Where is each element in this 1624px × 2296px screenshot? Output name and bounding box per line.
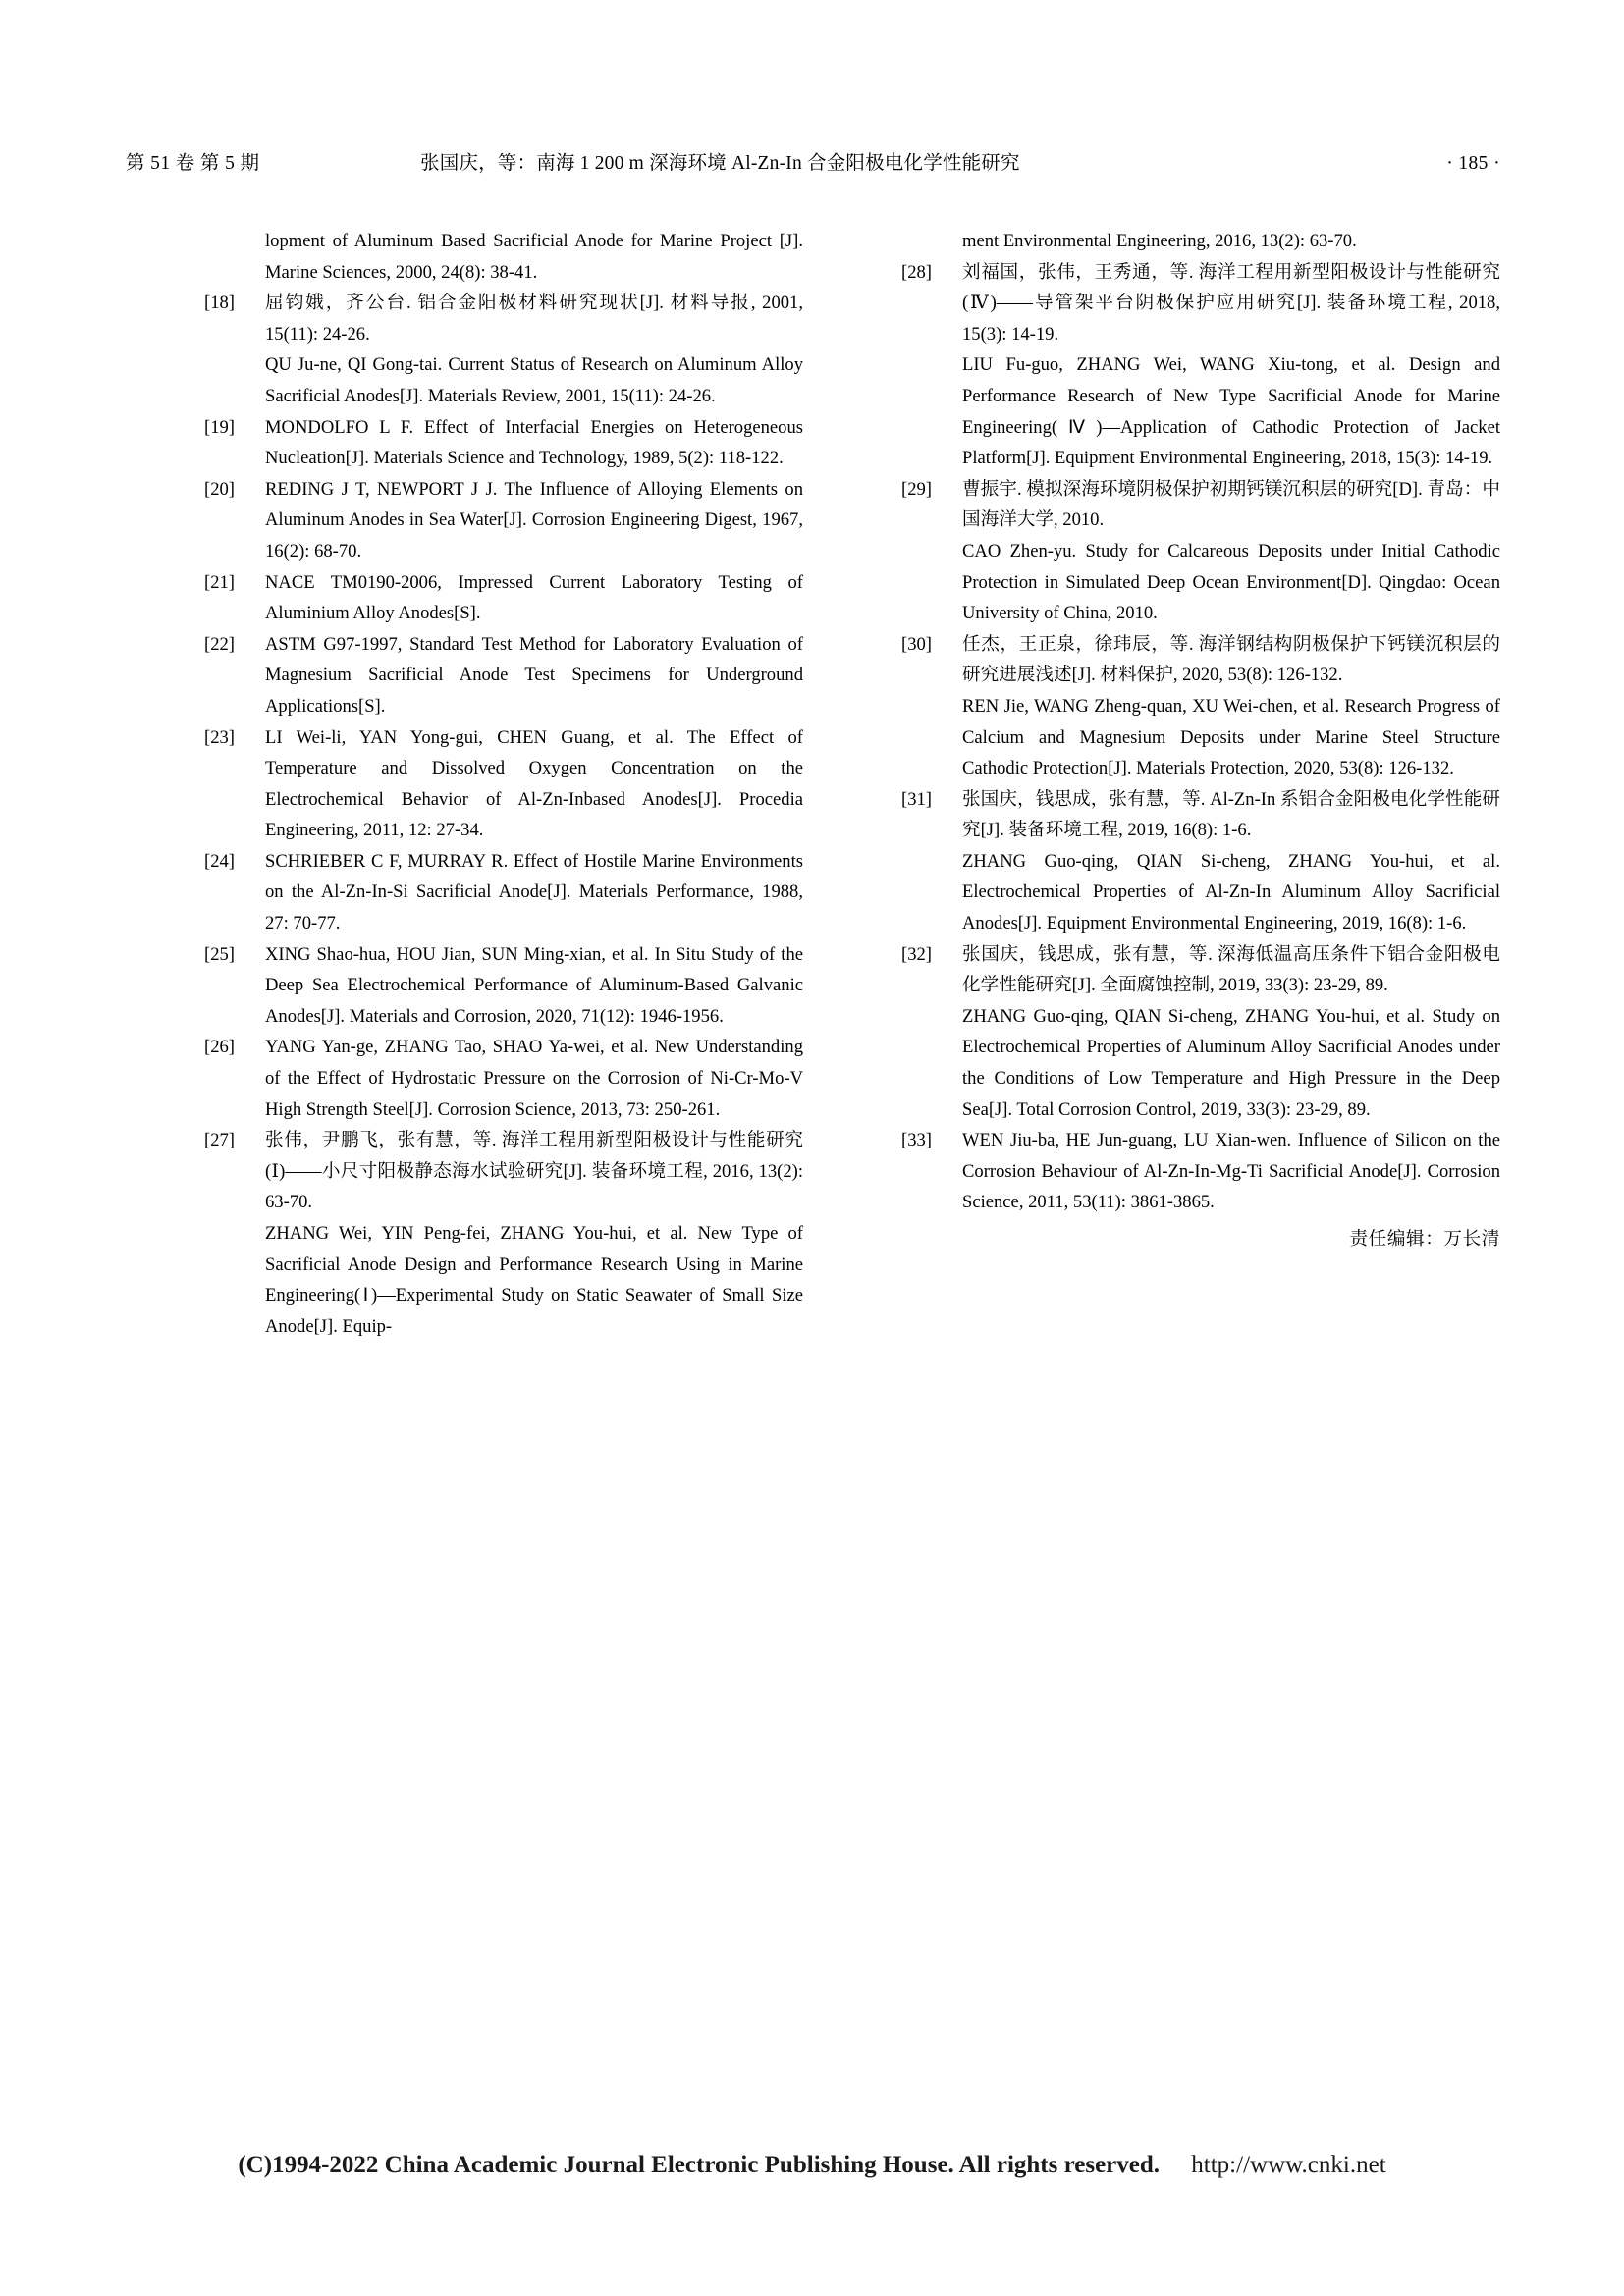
reference-text-en: REN Jie, WANG Zheng-quan, XU Wei-chen, et al. Research Progress of Calcium and Magnesium Deposits under Marine Steel Structure Cathodic Protection[J]. Materials Protection, 2020, 53(8): 126-132. xyxy=(962,695,1500,779)
reference-entry xyxy=(901,629,1500,784)
volume-issue-text: 第 51 卷 第 5 期 xyxy=(126,153,260,174)
reference-number: [30] xyxy=(901,633,932,655)
reference-text-en: YANG Yan-ge, ZHANG Tao, SHAO Ya-wei, et al. New Understanding of the Effect of Hydrostatic Pressure on the Corrosion of Ni-Cr-Mo-V High Strength Steel[J]. Corrosion Science, 2013, 73: 250-261. xyxy=(265,1037,803,1120)
reference-number: [23] xyxy=(204,726,235,748)
reference-entry xyxy=(901,784,1500,939)
reference-entry xyxy=(901,257,1500,474)
reference-number: [24] xyxy=(204,850,235,872)
reference-entry xyxy=(901,1125,1500,1218)
reference-number: [25] xyxy=(204,943,235,965)
reference-entry xyxy=(204,1032,803,1125)
reference-text-en: NACE TM0190-2006, Impressed Current Laboratory Testing of Aluminium Alloy Anodes[S]. xyxy=(265,571,803,624)
reference-text-zh: 曹振宇. 模拟深海环境阴极保护初期钙镁沉积层的研究[D]. 青岛：中国海洋大学, 2010. xyxy=(962,478,1500,531)
cnki-url: http://www.cnki.net xyxy=(1191,2152,1386,2178)
reference-entry xyxy=(204,939,803,1033)
continued-reference-17: lopment of Aluminum Based Sacrificial Anode for Marine Project [J]. Marine Sciences, 2000, 24(8): 38-41. xyxy=(265,231,803,283)
reference-number: [19] xyxy=(204,416,235,438)
reference-text-en: LI Wei-li, YAN Yong-gui, CHEN Guang, et al. The Effect of Temperature and Dissolved Oxygen Concentration on the Electrochemical Behavior of Al-Zn-Inbased Anodes[J]. Procedia Engineering, 2011, 12: 27-34. xyxy=(265,726,803,841)
reference-text-en: REDING J T, NEWPORT J J. The Influence of Alloying Elements on Aluminum Anodes in Sea Water[J]. Corrosion Engineering Digest, 1967, 16(2): 68-70. xyxy=(265,478,803,561)
copyright-text: (C)1994-2022 China Academic Journal Electronic Publishing House. All rights reserved. xyxy=(238,2152,1161,2178)
reference-number: [31] xyxy=(901,788,932,810)
reference-number: [26] xyxy=(204,1037,235,1058)
reference-number: [18] xyxy=(204,293,235,314)
reference-text-en: MONDOLFO L F. Effect of Interfacial Energies on Heterogeneous Nucleation[J]. Materials Science and Technology, 1989, 5(2): 118-122. xyxy=(265,416,803,469)
reference-entry xyxy=(901,474,1500,629)
reference-text-en: ZHANG Guo-qing, QIAN Si-cheng, ZHANG You-hui, et al. Electrochemical Properties of Al-Zn-In Aluminum Alloy Sacrificial Anodes[J]. Equipment Environmental Engineering, 2019, 16(8): 1-6. xyxy=(962,850,1500,934)
reference-text-zh: 刘福国，张伟，王秀通，等. 海洋工程用新型阳极设计与性能研究(Ⅳ)——导管架平台阴极保护应用研究[J]. 装备环境工程, 2018, 15(3): 14-19. xyxy=(962,261,1500,345)
article-title-header: 张国庆，等：南海 1 200 m 深海环境 Al-Zn-In 合金阳极电化学性能研究 xyxy=(420,153,1020,174)
reference-entry xyxy=(204,722,803,846)
reference-entry xyxy=(204,567,803,629)
reference-text-en: QU Ju-ne, QI Gong-tai. Current Status of Research on Aluminum Alloy Sacrificial Anodes[J]. Materials Review, 2001, 15(11): 24-26. xyxy=(265,354,803,406)
reference-text-en: XING Shao-hua, HOU Jian, SUN Ming-xian, et al. In Situ Study of the Deep Sea Electrochemical Performance of Aluminum-Based Galvanic Anodes[J]. Materials and Corrosion, 2020, 71(12): 1946-1956. xyxy=(265,943,803,1027)
right-column xyxy=(901,226,1500,1255)
continued-reference-27: ment Environmental Engineering, 2016, 13(2): 63-70. xyxy=(962,231,1357,251)
responsible-editor: 责任编辑：万长清 xyxy=(1349,1229,1500,1250)
reference-text-en: WEN Jiu-ba, HE Jun-guang, LU Xian-wen. Influence of Silicon on the Corrosion Behaviour of Al-Zn-In-Mg-Ti Sacrificial Anode[J]. Corrosion Science, 2011, 53(11): 3861-3865. xyxy=(962,1130,1500,1213)
reference-text-en: CAO Zhen-yu. Study for Calcareous Deposits under Initial Cathodic Protection in Simulated Deep Ocean Environment[D]. Qingdao: Ocean University of China, 2010. xyxy=(962,540,1500,624)
reference-text-zh: 张伟，尹鹏飞，张有慧，等. 海洋工程用新型阳极设计与性能研究(Ⅰ)——小尺寸阳极静态海水试验研究[J]. 装备环境工程, 2016, 13(2): 63-70. xyxy=(265,1130,803,1213)
running-header xyxy=(126,147,1500,181)
reference-number: [22] xyxy=(204,633,235,655)
reference-text-en: ASTM G97-1997, Standard Test Method for Laboratory Evaluation of Magnesium Sacrificial Anode Test Specimens for Underground Applications[S]. xyxy=(265,633,803,717)
reference-entry xyxy=(204,629,803,722)
reference-text-en: SCHRIEBER C F, MURRAY R. Effect of Hostile Marine Environments on the Al-Zn-In-Si Sacrificial Anode[J]. Materials Performance, 1988, 27: 70-77. xyxy=(265,850,803,934)
reference-entry xyxy=(204,288,803,411)
reference-entry xyxy=(204,1125,803,1342)
reference-number: [21] xyxy=(204,571,235,593)
reference-number: [33] xyxy=(901,1130,932,1151)
reference-entry xyxy=(204,846,803,939)
reference-text-zh: 任杰，王正泉，徐玮辰，等. 海洋钢结构阴极保护下钙镁沉积层的研究进展浅述[J]. 材料保护, 2020, 53(8): 126-132. xyxy=(962,633,1500,686)
left-column xyxy=(204,226,803,1342)
reference-number: [29] xyxy=(901,478,932,500)
cnki-copyright-footer xyxy=(0,2152,1624,2179)
reference-number: [32] xyxy=(901,943,932,965)
reference-text-zh: 张国庆，钱思成，张有慧，等. Al-Zn-In 系铝合金阳极电化学性能研究[J]. 装备环境工程, 2019, 16(8): 1-6. xyxy=(962,788,1500,841)
reference-entry xyxy=(204,474,803,567)
reference-number: [20] xyxy=(204,478,235,500)
reference-text-en: ZHANG Wei, YIN Peng-fei, ZHANG You-hui, et al. New Type of Sacrificial Anode Design and Performance Research Using in Marine Engineering(Ⅰ)—Experimental Study on Static Seawater of Small Size Anode[J]. Equip- xyxy=(265,1223,803,1337)
reference-text-zh: 屈钧娥，齐公台. 铝合金阳极材料研究现状[J]. 材料导报, 2001, 15(11): 24-26. xyxy=(265,293,803,345)
reference-text-zh: 张国庆，钱思成，张有慧，等. 深海低温高压条件下铝合金阳极电化学性能研究[J]. 全面腐蚀控制, 2019, 33(3): 23-29, 89. xyxy=(962,943,1500,996)
reference-number: [27] xyxy=(204,1130,235,1151)
reference-number: [28] xyxy=(901,261,932,283)
reference-entry xyxy=(901,939,1500,1126)
reference-entry xyxy=(204,412,803,474)
reference-text-en: LIU Fu-guo, ZHANG Wei, WANG Xiu-tong, et al. Design and Performance Research of New Type Sacrificial Anode for Marine Engineering(Ⅳ)—Application of Cathodic Protection of Jacket Platform[J]. Equipment Environmental Engineering, 2018, 15(3): 14-19. xyxy=(962,354,1500,469)
reference-text-en: ZHANG Guo-qing, QIAN Si-cheng, ZHANG You-hui, et al. Study on Electrochemical Properties of Aluminum Alloy Sacrificial Anodes under the Conditions of Low Temperature and High Pressure in the Deep Sea[J]. Total Corrosion Control, 2019, 33(3): 23-29, 89. xyxy=(962,1005,1500,1120)
page-number: · 185 · xyxy=(1446,153,1500,174)
